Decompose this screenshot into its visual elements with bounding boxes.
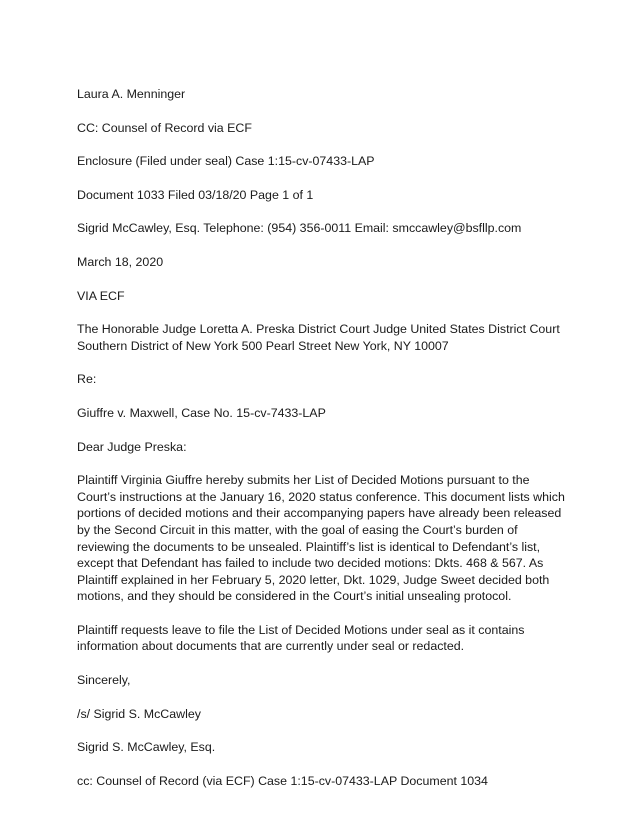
salutation: Dear Judge Preska: <box>77 439 187 454</box>
addressee-block: The Honorable Judge Loretta A. Preska District Court Judge United States District Court Southern District of New York 500 Pearl Street New York, NY 10007 <box>77 322 560 353</box>
cc-footer-line: cc: Counsel of Record (via ECF) Case 1:15-cv-07433-LAP Document 1034 <box>77 773 488 788</box>
cc-recipient-name: Laura A. Menninger <box>77 87 186 101</box>
document-filing-header: Document 1033 Filed 03/18/20 Page 1 of 1 <box>77 187 314 202</box>
closing: Sincerely, <box>77 673 131 688</box>
letter-body <box>77 86 567 806</box>
letter-date: March 18, 2020 <box>77 254 164 269</box>
body-paragraph-2: Plaintiff requests leave to file the List of Decided Motions under seal as it contains information about documents that are currently under seal or redacted. <box>77 622 525 654</box>
cc-line: CC: Counsel of Record via ECF <box>77 120 252 135</box>
delivery-method: VIA ECF <box>77 288 125 303</box>
re-label: Re: <box>77 372 97 387</box>
body-paragraph-1: Plaintiff Virginia Giuffre hereby submits her List of Decided Motions pursuant to the Court’s instructions at the January 16, 2020 status conference. This document lists which portions of decided motions and their accompanying papers have already been released by the Second Circuit in this matter, with the goal of easing the Court’s burden of reviewing the documents to be unsealed. Plaintiff’s list is identical to Defendant’s list, except that Defendant has failed to include two decided motions: Dkts. 468 & 567. As Plaintiff explained in her February 5, 2020 letter, Dkt. 1029, Judge Sweet decided both motions, and they should be considered in the Court’s initial unsealing protocol. <box>77 473 565 604</box>
signer-name: Sigrid S. McCawley, Esq. <box>77 740 216 755</box>
case-caption: Giuffre v. Maxwell, Case No. 15-cv-7433-LAP <box>77 405 326 420</box>
sender-contact-line: Sigrid McCawley, Esq. Telephone: (954) 356-0011 Email: smccawley@bsfllp.com <box>77 221 522 236</box>
electronic-signature: /s/ Sigrid S. McCawley <box>77 706 201 721</box>
enclosure-line: Enclosure (Filed under seal) Case 1:15-cv-07433-LAP <box>77 154 375 169</box>
